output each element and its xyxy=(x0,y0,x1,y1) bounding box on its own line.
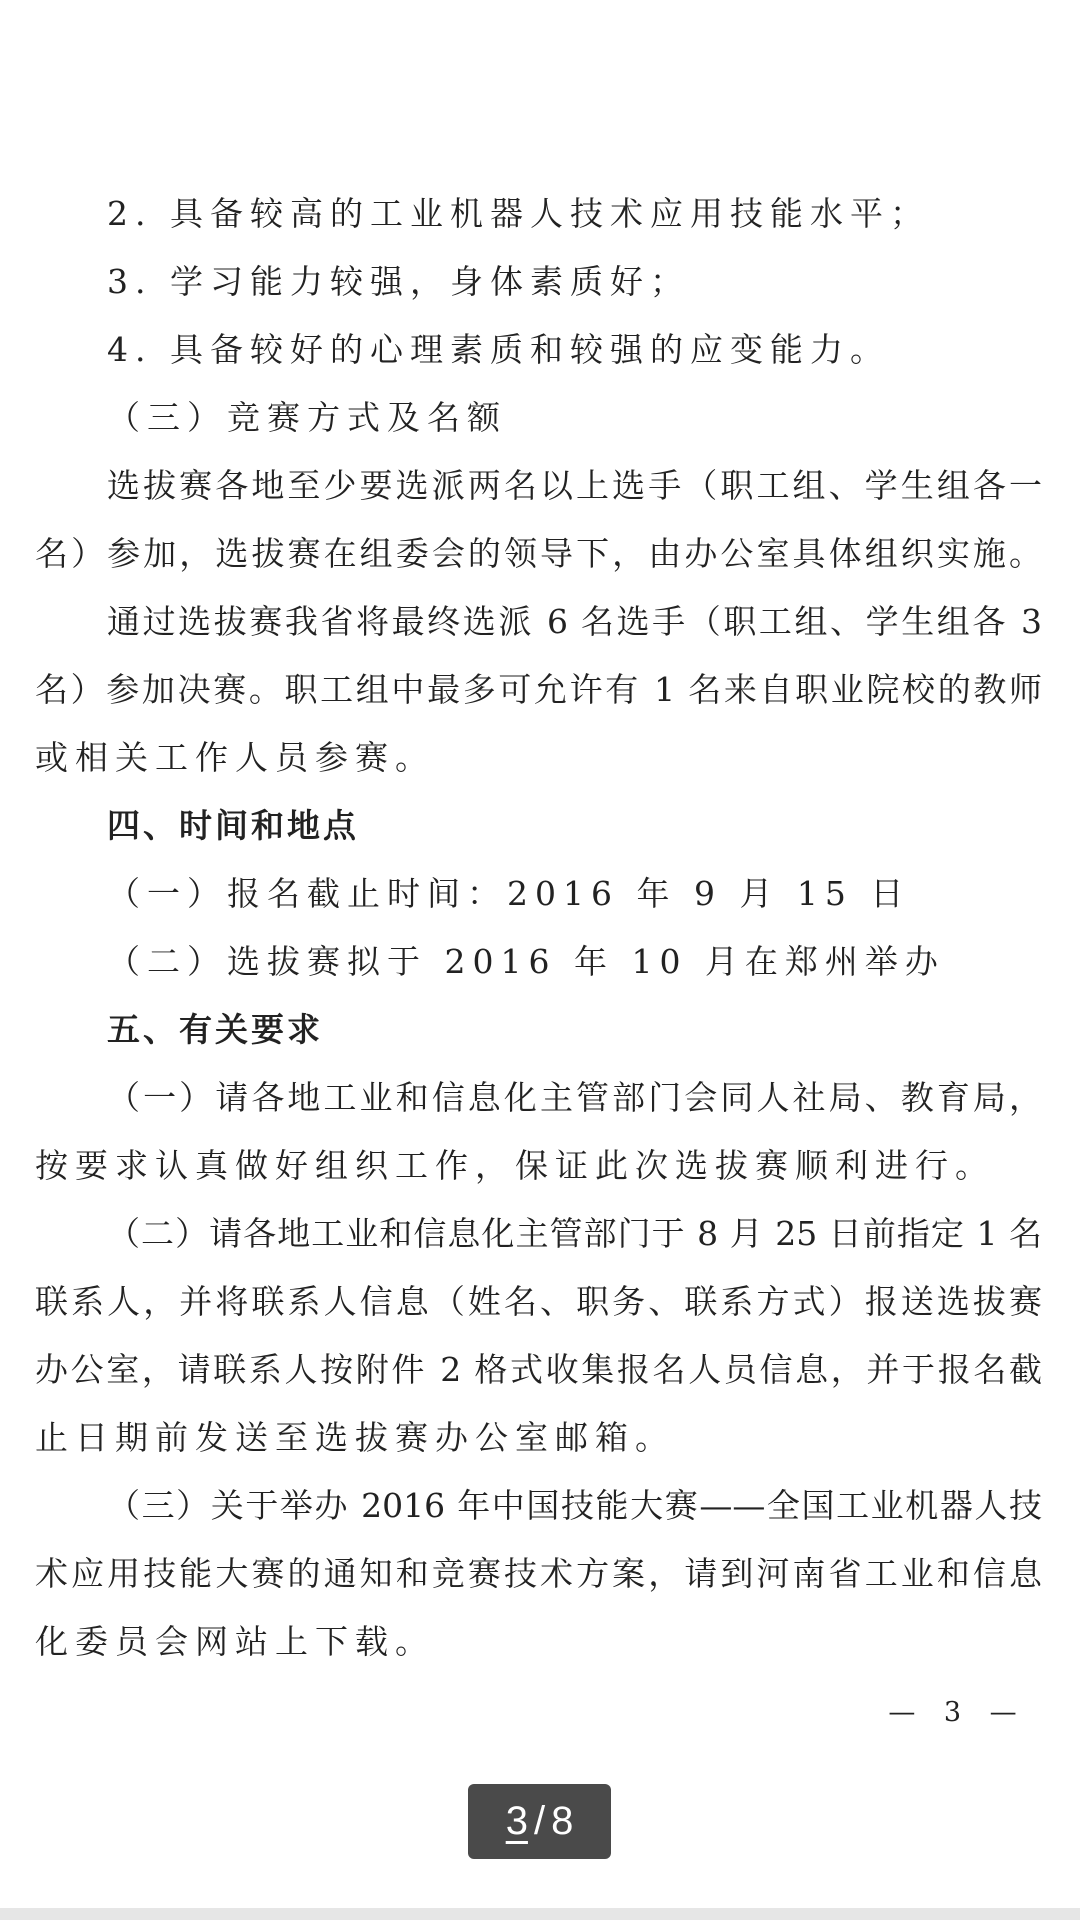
current-page-number: 3 xyxy=(505,1799,528,1843)
paragraph-line: 术应用技能大赛的通知和竞赛技术方案，请到河南省工业和信息 xyxy=(35,1554,1042,1593)
paragraph-line: 或相关工作人员参赛。 xyxy=(35,738,435,777)
paragraph-line: 名）参加决赛。职工组中最多可允许有 1 名来自职业院校的教师 xyxy=(35,670,1042,709)
paragraph-line: 办公室，请联系人按附件 2 格式收集报名人员信息，并于报名截 xyxy=(35,1350,1042,1389)
section-heading-time-place: 四、时间和地点 xyxy=(107,806,359,845)
paragraph-line: 止日期前发送至选拔赛办公室邮箱。 xyxy=(35,1418,675,1457)
paragraph-line: 联系人，并将联系人信息（姓名、职务、联系方式）报送选拔赛 xyxy=(35,1282,1042,1321)
page-indicator[interactable] xyxy=(468,1784,611,1859)
page-number: — 3 — xyxy=(888,1697,1027,1728)
requirement-item-2: 2. 具备较高的工业机器人技术应用技能水平； xyxy=(107,194,930,233)
paragraph-line: （三）关于举办 2016 年中国技能大赛——全国工业机器人技 xyxy=(107,1486,1042,1525)
paragraph-line: 名）参加，选拔赛在组委会的领导下，由办公室具体组织实施。 xyxy=(35,534,1042,573)
paragraph-line: （一）请各地工业和信息化主管部门会同人社局、教育局， xyxy=(107,1078,1042,1117)
paragraph-line: （二）请各地工业和信息化主管部门于 8 月 25 日前指定 1 名 xyxy=(107,1214,1042,1253)
registration-deadline: （一）报名截止时间：2016 年 9 月 15 日 xyxy=(107,874,911,913)
requirement-item-4: 4. 具备较好的心理素质和较强的应变能力。 xyxy=(107,330,890,369)
section-heading-requirements: 五、有关要求 xyxy=(107,1010,323,1049)
paragraph-line: 选拔赛各地至少要选派两名以上选手（职工组、学生组各一 xyxy=(107,466,1042,505)
paragraph-line: 通过选拔赛我省将最终选派 6 名选手（职工组、学生组各 3 xyxy=(107,602,1042,641)
paragraph-line: 按要求认真做好组织工作，保证此次选拔赛顺利进行。 xyxy=(35,1146,995,1185)
competition-date-location: （二）选拔赛拟于 2016 年 10 月在郑州举办 xyxy=(107,942,945,981)
requirement-item-3: 3. 学习能力较强，身体素质好； xyxy=(107,262,690,301)
total-pages: 8 xyxy=(551,1799,574,1843)
page-separator: / xyxy=(533,1799,546,1843)
paragraph-line: 化委员会网站上下载。 xyxy=(35,1622,435,1661)
subsection-heading-competition-method: （三）竞赛方式及名额 xyxy=(107,398,507,437)
bottom-scroll-bar xyxy=(0,1908,1080,1920)
